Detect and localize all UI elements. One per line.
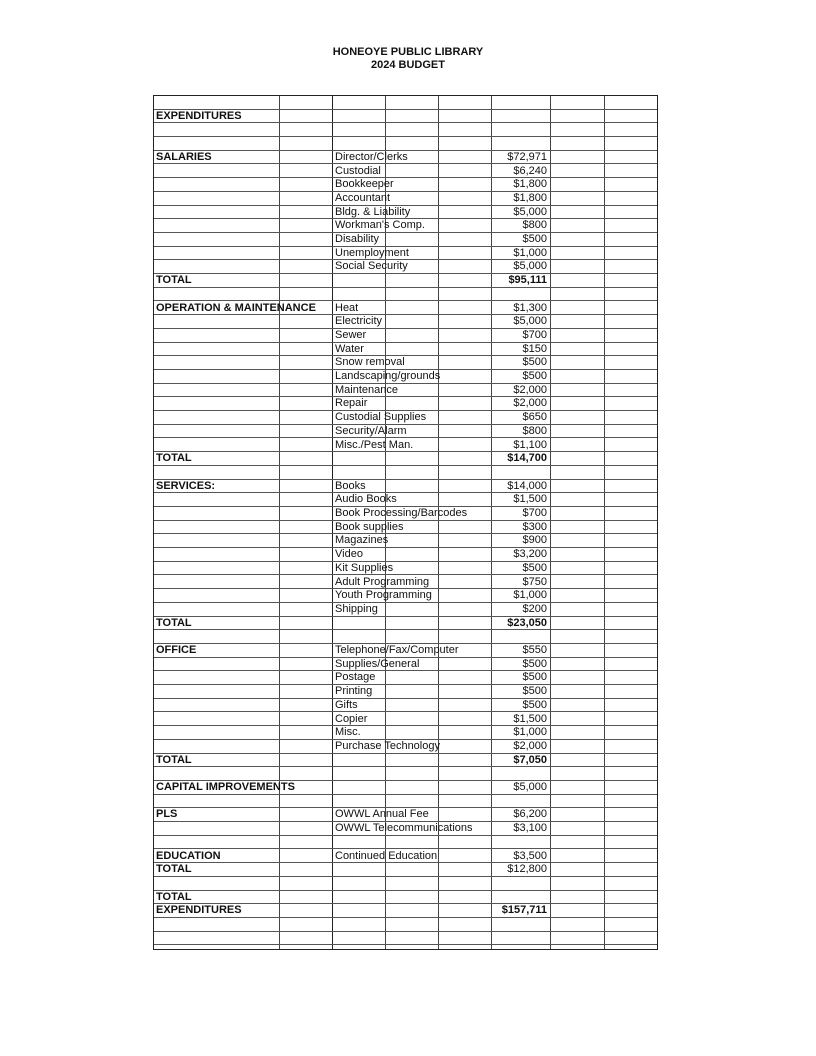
line-item-label: Electricity xyxy=(335,315,383,328)
line-item-label: Continued Education xyxy=(335,849,438,862)
amount-value: $1,500 xyxy=(513,712,547,725)
amount-value: $1,000 xyxy=(513,726,547,739)
table-row xyxy=(154,260,657,274)
category-label: OFFICE xyxy=(156,644,197,656)
line-item-label: Disability xyxy=(335,233,380,245)
category-label: SERVICES: xyxy=(156,479,216,492)
line-item-label: Purchase Technology xyxy=(335,739,440,752)
amount-value: $3,200 xyxy=(513,548,547,561)
category-label: SALARIES xyxy=(156,150,212,163)
table-row xyxy=(154,534,657,548)
line-item-label: Supplies/General xyxy=(335,657,420,670)
amount-value: $3,500 xyxy=(513,849,547,862)
line-item-label: Sewer xyxy=(335,328,367,341)
table-row xyxy=(154,165,657,179)
amount-value: $1,100 xyxy=(513,438,547,451)
line-item-label: Copier xyxy=(335,712,368,725)
table-row xyxy=(154,123,657,137)
amount-value: $500 xyxy=(522,233,547,245)
line-item-label: Bookkeeper xyxy=(335,178,394,191)
line-item-label: Youth Programming xyxy=(335,589,432,602)
line-item-label: Custodial xyxy=(335,164,381,177)
table-row xyxy=(154,343,657,357)
table-row xyxy=(154,247,657,261)
amount-value: $23,050 xyxy=(507,616,547,629)
table-row xyxy=(154,411,657,425)
table-row xyxy=(154,274,657,288)
line-item-label: Repair xyxy=(335,397,368,410)
table-row xyxy=(154,521,657,535)
table-row xyxy=(154,233,657,247)
table-row xyxy=(154,576,657,590)
amount-value: $14,700 xyxy=(507,452,547,465)
category-label: TOTAL xyxy=(156,452,192,465)
amount-value: $150 xyxy=(522,342,547,355)
amount-value: $500 xyxy=(522,561,547,574)
line-item-label: Landscaping/grounds xyxy=(335,370,441,382)
line-item-label: OWWL Telecommunications xyxy=(335,822,473,835)
table-row xyxy=(154,808,657,822)
amount-value: $7,050 xyxy=(513,753,547,766)
table-row xyxy=(154,137,657,151)
amount-value: $650 xyxy=(522,411,547,424)
line-item-label: Maintenance xyxy=(335,383,398,396)
line-item-label: Director/Clerks xyxy=(335,150,408,163)
table-row xyxy=(154,795,657,809)
line-item-label: Social Security xyxy=(335,260,408,273)
amount-value: $1,000 xyxy=(513,246,547,259)
line-item-label: Bldg. & Liability xyxy=(335,205,411,218)
table-row xyxy=(154,891,657,905)
amount-value: $6,240 xyxy=(513,164,547,177)
amount-value: $6,200 xyxy=(513,808,547,821)
table-row xyxy=(154,699,657,713)
table-row xyxy=(154,480,657,494)
table-row xyxy=(154,384,657,398)
line-item-label: Misc./Pest Man. xyxy=(335,438,414,451)
table-row xyxy=(154,206,657,220)
category-label: EDUCATION xyxy=(156,849,221,862)
budget-year: 2024 BUDGET xyxy=(371,59,445,71)
table-row xyxy=(154,397,657,411)
table-row xyxy=(154,589,657,603)
line-item-label: Shipping xyxy=(335,602,378,615)
table-row xyxy=(154,493,657,507)
amount-value: $700 xyxy=(522,328,547,341)
amount-value: $200 xyxy=(522,602,547,615)
budget-table xyxy=(153,95,658,950)
line-item-label: Video xyxy=(335,548,363,561)
amount-value: $2,000 xyxy=(513,739,547,752)
document-title xyxy=(0,46,816,72)
table-row xyxy=(154,781,657,795)
category-label: EXPENDITURES xyxy=(156,109,242,122)
table-row xyxy=(154,726,657,740)
table-row xyxy=(154,603,657,617)
table-row xyxy=(154,370,657,384)
line-item-label: Printing xyxy=(335,685,373,698)
line-item-label: Kit Supplies xyxy=(335,561,394,574)
amount-value: $2,000 xyxy=(513,383,547,396)
amount-value: $500 xyxy=(522,356,547,369)
table-row xyxy=(154,658,657,672)
amount-value: $300 xyxy=(522,520,547,533)
line-item-label: Snow removal xyxy=(335,356,405,369)
line-item-label: Custodial Supplies xyxy=(335,411,427,424)
line-item-label: Gifts xyxy=(335,698,358,711)
amount-value: $700 xyxy=(522,507,547,519)
line-item-label: Adult Programming xyxy=(335,575,430,588)
table-row xyxy=(154,452,657,466)
table-row xyxy=(154,918,657,932)
category-label: TOTAL xyxy=(156,890,192,903)
table-row xyxy=(154,671,657,685)
amount-value: $1,500 xyxy=(513,493,547,506)
amount-value: $12,800 xyxy=(507,863,547,876)
amount-value: $72,971 xyxy=(507,150,547,163)
line-item-label: Postage xyxy=(335,671,376,684)
category-label: PLS xyxy=(156,808,178,821)
table-row xyxy=(154,617,657,631)
table-row xyxy=(154,356,657,370)
amount-value: $1,800 xyxy=(513,191,547,204)
amount-value: $1,800 xyxy=(513,178,547,191)
amount-value: $750 xyxy=(522,575,547,588)
table-row xyxy=(154,630,657,644)
amount-value: $500 xyxy=(522,698,547,711)
table-row xyxy=(154,425,657,439)
amount-value: $2,000 xyxy=(513,397,547,410)
amount-value: $5,000 xyxy=(513,315,547,328)
category-label: TOTAL xyxy=(156,274,192,287)
table-row xyxy=(154,713,657,727)
table-row xyxy=(154,754,657,768)
amount-value: $3,100 xyxy=(513,822,547,835)
category-label: OPERATION & MAINTENANCE xyxy=(156,301,316,314)
amount-value: $5,000 xyxy=(513,205,547,218)
line-item-label: Workman's Comp. xyxy=(335,219,425,232)
category-label: CAPITAL IMPROVEMENTS xyxy=(156,781,295,793)
line-item-label: Book Processing/Barcodes xyxy=(335,507,468,519)
table-row xyxy=(154,178,657,192)
amount-value: $1,000 xyxy=(513,589,547,602)
table-row xyxy=(154,548,657,562)
line-item-label: Book supplies xyxy=(335,520,404,533)
table-row xyxy=(154,877,657,891)
table-row xyxy=(154,329,657,343)
table-row xyxy=(154,562,657,576)
table-row xyxy=(154,863,657,877)
line-item-label: Heat xyxy=(335,301,359,314)
line-item-label: OWWL Annual Fee xyxy=(335,808,429,821)
amount-value: $1,300 xyxy=(513,301,547,314)
amount-value: $500 xyxy=(522,370,547,382)
table-row xyxy=(154,836,657,850)
table-row xyxy=(154,96,657,110)
line-item-label: Audio Books xyxy=(335,493,397,506)
table-row xyxy=(154,192,657,206)
amount-value: $5,000 xyxy=(513,260,547,273)
table-row xyxy=(154,466,657,480)
table-row xyxy=(154,288,657,302)
amount-value: $900 xyxy=(522,534,547,547)
table-row xyxy=(154,219,657,233)
table-row xyxy=(154,767,657,781)
amount-value: $800 xyxy=(522,219,547,232)
table-row xyxy=(154,439,657,453)
table-row xyxy=(154,685,657,699)
amount-value: $500 xyxy=(522,671,547,684)
amount-value: $500 xyxy=(522,657,547,670)
table-row xyxy=(154,151,657,165)
table-row xyxy=(154,904,657,918)
line-item-label: Telephone/Fax/Computer xyxy=(335,644,459,656)
amount-value: $500 xyxy=(522,685,547,698)
line-item-label: Magazines xyxy=(335,534,389,547)
table-row xyxy=(154,507,657,521)
category-label: TOTAL xyxy=(156,753,192,766)
line-item-label: Unemployment xyxy=(335,246,409,259)
table-row xyxy=(154,110,657,124)
amount-value: $5,000 xyxy=(513,781,547,793)
category-label: TOTAL xyxy=(156,863,192,876)
amount-value: $95,111 xyxy=(508,274,547,287)
amount-value: $800 xyxy=(522,424,547,437)
line-item-label: Accountant xyxy=(335,191,391,204)
category-label: EXPENDITURES xyxy=(156,904,242,917)
table-row xyxy=(154,302,657,316)
amount-value: $550 xyxy=(522,644,547,656)
library-name: HONEOYE PUBLIC LIBRARY xyxy=(332,46,484,58)
table-row xyxy=(154,315,657,329)
line-item-label: Security/Alarm xyxy=(335,424,407,437)
line-item-label: Misc. xyxy=(335,726,361,739)
amount-value: $14,000 xyxy=(507,479,547,492)
table-row xyxy=(154,822,657,836)
line-item-label: Water xyxy=(335,342,364,355)
line-item-label: Books xyxy=(335,479,366,492)
table-row xyxy=(154,740,657,754)
table-row xyxy=(154,644,657,658)
table-row xyxy=(154,932,657,946)
category-label: TOTAL xyxy=(156,616,192,629)
amount-value: $157,711 xyxy=(501,904,547,917)
table-row xyxy=(154,850,657,864)
